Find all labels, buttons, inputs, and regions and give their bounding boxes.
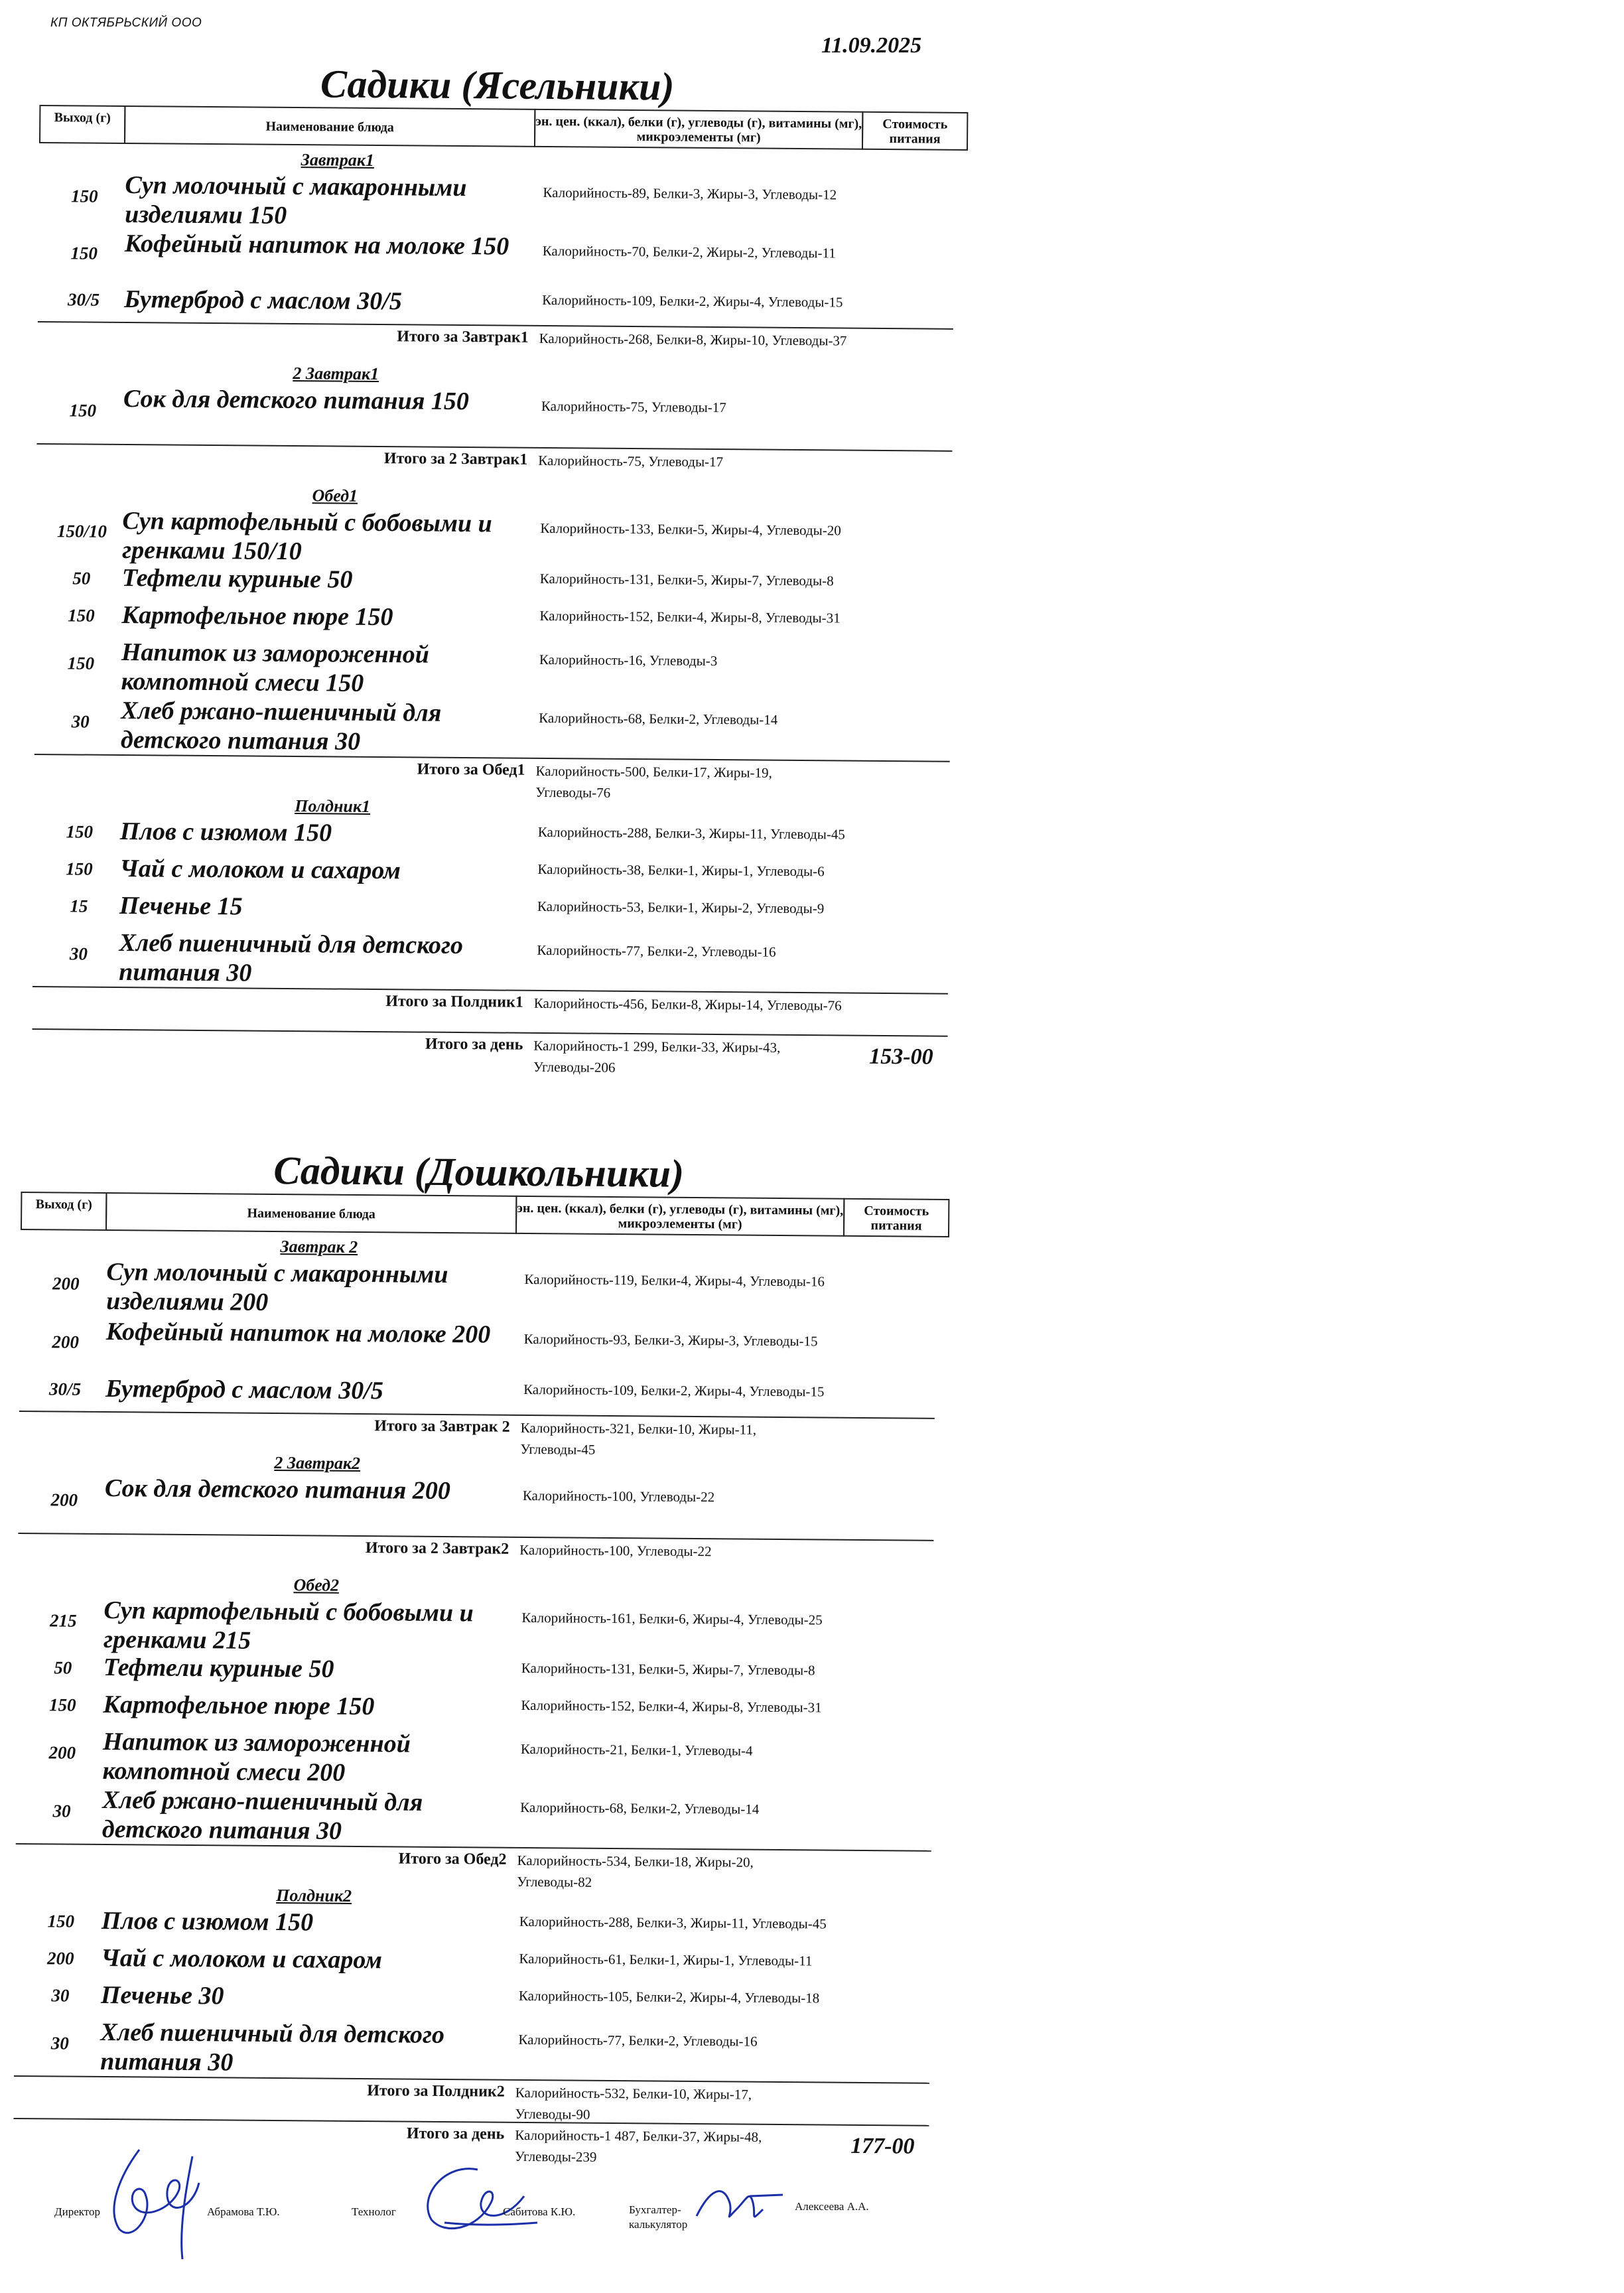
column-header-output: Выход (г) [21, 1192, 107, 1231]
technologist-role: Технолог [352, 2205, 396, 2218]
dish-output: 30 [50, 2033, 69, 2053]
dish-nutrition: Калорийность-93, Белки-3, Жиры-3, Углеводы-15 [523, 1330, 818, 1350]
meal-label: Завтрак 2 [280, 1237, 358, 1257]
dish-output: 200 [52, 1332, 80, 1352]
meal-subtotal-label: Итого за Обед2 [398, 1850, 507, 1868]
dish-nutrition: Калорийность-68, Белки-2, Углеводы-14 [520, 1799, 760, 1817]
dish-nutrition: Калорийность-119, Белки-4, Жиры-4, Углеводы-16 [524, 1271, 825, 1290]
director-name: Абрамова Т.Ю. [207, 2205, 280, 2218]
meal-subtotal-label: Итого за Полдник2 [367, 2082, 505, 2101]
meal-subtotal-nutrition: Калорийность-321, Белки-10, Жиры-11, Углеводы-45 [520, 1419, 757, 1458]
meal-label: Завтрак1 [301, 150, 375, 170]
column-header-nutrition: эн. цен. (ккал), белки (г), углеводы (г), витамины (мг), микроэлементы (мг) [534, 109, 863, 150]
section-preschool [13, 1145, 937, 2166]
dish-nutrition: Калорийность-16, Углеводы-3 [539, 651, 718, 669]
table-header [39, 105, 955, 153]
dish-name: Тефтели куриные 50 [121, 563, 353, 594]
dish-output: 150/10 [56, 521, 107, 541]
dish-name: Тефтели куриные 50 [103, 1653, 334, 1683]
table-header [21, 1192, 936, 1240]
organization-name: КП ОКТЯБРЬСКИЙ ООО [50, 16, 202, 30]
dish-nutrition: Калорийность-131, Белки-5, Жиры-7, Углеводы-8 [521, 1659, 815, 1679]
table-row [36, 506, 952, 570]
meal-subtotal-label: Итого за Завтрак 2 [374, 1417, 510, 1436]
dish-nutrition: Калорийность-161, Белки-6, Жиры-4, Углеводы-25 [521, 1609, 823, 1628]
dish-name: Сок для детского питания 200 [104, 1474, 450, 1505]
dish-output: 150 [66, 859, 93, 879]
dish-nutrition: Калорийность-68, Белки-2, Углеводы-14 [539, 709, 778, 728]
dish-output: 30 [71, 711, 90, 732]
meal-label: Полдник1 [295, 796, 371, 816]
dish-output: 200 [48, 1742, 76, 1763]
dish-nutrition: Калорийность-152, Белки-4, Жиры-8, Углеводы-31 [539, 607, 841, 626]
meal-subtotal-nutrition: Калорийность-268, Белки-8, Жиры-10, Углеводы-37 [539, 330, 847, 349]
dish-output: 150 [68, 605, 95, 626]
dish-output: 15 [70, 896, 88, 916]
meal-subtotal-row [18, 1533, 933, 1578]
meal-label: Обед1 [312, 486, 358, 506]
dish-name: Суп молочный с макаронными изделиями 200 [105, 1258, 448, 1316]
meal-label: Обед2 [293, 1575, 340, 1595]
day-total-nutrition: Калорийность-1 299, Белки-33, Жиры-43, Углеводы-206 [533, 1037, 781, 1076]
dish-name: Бутерброд с маслом 30/5 [105, 1375, 383, 1405]
section-title: Садики (Ясельники) [320, 62, 675, 109]
day-total-label: Итого за день [425, 1035, 523, 1054]
accountant-name: Алексеева А.А. [795, 2200, 869, 2213]
table-row [34, 695, 951, 761]
dish-nutrition: Калорийность-75, Углеводы-17 [541, 397, 726, 416]
table-row [20, 1257, 936, 1324]
table-row [16, 1726, 932, 1792]
day-total-nutrition: Калорийность-1 487, Белки-37, Жиры-48, Углеводы-239 [514, 2126, 762, 2165]
section-title: Садики (Дошкольники) [273, 1148, 685, 1196]
menu-date: 11.09.2025 [821, 33, 922, 58]
dish-output: 30 [51, 1985, 70, 2006]
dish-nutrition: Калорийность-38, Белки-1, Жиры-1, Углеводы-6 [537, 861, 825, 880]
dish-nutrition: Калорийность-70, Белки-2, Жиры-2, Углеводы-11 [542, 242, 836, 261]
meal-subtotal-label: Итого за 2 Завтрак1 [383, 450, 528, 468]
dish-output: 150 [66, 821, 94, 842]
dish-output: 50 [54, 1657, 72, 1678]
dish-name: Печенье 30 [100, 1980, 224, 2010]
dish-output: 30 [52, 1801, 71, 1821]
dish-name: Плов с изюмом 150 [119, 817, 332, 847]
dish-output: 30/5 [48, 1379, 82, 1399]
dish-name: Хлеб ржано-пшеничный для детского питания 30 [102, 1785, 423, 1845]
meal-subtotal-nutrition: Калорийность-100, Углеводы-22 [519, 1541, 712, 1560]
director-signature-mark [93, 2136, 226, 2262]
signatures-block [0, 2163, 1624, 2293]
dish-name: Хлеб ржано-пшеничный для детского питания 30 [120, 696, 442, 756]
column-header-nutrition: эн. цен. (ккал), белки (г), углеводы (г), витамины (мг), микроэлементы (мг) [515, 1196, 845, 1237]
dish-nutrition: Калорийность-21, Белки-1, Углеводы-4 [520, 1740, 753, 1759]
meal-subtotal-row [19, 1411, 934, 1456]
dish-name: Печенье 15 [119, 891, 243, 921]
meal-subtotal-row [33, 986, 948, 1032]
dish-name: Сок для детского питания 150 [123, 385, 470, 416]
dish-nutrition: Калорийность-53, Белки-1, Жиры-2, Углеводы-9 [537, 898, 825, 917]
dish-output: 200 [50, 1490, 78, 1510]
dish-name: Чай с молоком и сахаром [119, 854, 401, 885]
dish-nutrition: Калорийность-105, Белки-2, Жиры-4, Углеводы-18 [518, 1987, 820, 2006]
dish-name: Бутерброд с маслом 30/5 [123, 285, 402, 316]
dish-name: Картофельное пюре 150 [121, 600, 393, 632]
meal-subtotal-nutrition: Калорийность-532, Белки-10, Жиры-17, Углеводы-90 [515, 2084, 752, 2122]
dish-nutrition: Калорийность-152, Белки-4, Жиры-8, Углеводы-31 [521, 1697, 822, 1716]
dish-output: 215 [50, 1610, 77, 1631]
accountant-role: Бухгалтер-калькулятор [629, 2203, 688, 2231]
dish-nutrition: Калорийность-133, Белки-5, Жиры-4, Углеводы-20 [540, 520, 841, 539]
dish-nutrition: Калорийность-77, Белки-2, Углеводы-16 [518, 2031, 758, 2050]
dish-name: Напиток из замороженной компотной смеси 200 [102, 1727, 411, 1787]
table-row [36, 383, 953, 451]
meal-subtotal-label: Итого за Завтрак1 [397, 328, 529, 346]
dish-name: Плов с изюмом 150 [101, 1906, 314, 1937]
table-row [38, 228, 954, 291]
dish-nutrition: Калорийность-109, Белки-2, Жиры-4, Углеводы-15 [542, 291, 843, 311]
dish-nutrition: Калорийность-288, Белки-3, Жиры-11, Углеводы-45 [519, 1913, 827, 1932]
meal-subtotal-label: Итого за Обед1 [417, 760, 525, 779]
meal-subtotal-nutrition: Калорийность-456, Белки-8, Жиры-14, Углеводы-76 [533, 995, 842, 1014]
day-total-cost: 153-00 [869, 1044, 933, 1070]
dish-name: Суп картофельный с бобовыми и гренками 215 [103, 1596, 474, 1655]
dish-output: 200 [52, 1273, 80, 1294]
dish-output: 150 [49, 1695, 76, 1715]
technologist-signature-mark [405, 2156, 551, 2243]
dish-output: 200 [47, 1948, 74, 1969]
column-header-dish-name: Наименование блюда [105, 1192, 517, 1234]
dish-name: Суп молочный с макаронными изделиями 150 [124, 171, 467, 230]
dish-name: Напиток из замороженной компотной смеси 150 [121, 638, 430, 697]
meal-subtotal-nutrition: Калорийность-500, Белки-17, Жиры-19, Углеводы-76 [535, 762, 772, 801]
day-total-cost: 177-00 [850, 2133, 915, 2159]
dish-output: 150 [70, 243, 98, 263]
table-row [14, 2017, 930, 2083]
meal-subtotal-nutrition: Калорийность-75, Углеводы-17 [538, 452, 724, 470]
meal-label: Полдник2 [276, 1886, 352, 1906]
dish-name: Кофейный напиток на молоке 200 [105, 1318, 491, 1349]
dish-nutrition: Калорийность-61, Белки-1, Жиры-1, Углеводы-11 [519, 1950, 813, 1969]
meal-subtotal-label: Итого за Полдник1 [385, 993, 523, 1011]
column-header-output: Выход (г) [39, 105, 125, 144]
column-header-cost: Стоимость питания [862, 111, 968, 151]
table-row [38, 170, 955, 236]
table-row [18, 1473, 934, 1540]
dish-output: 150 [69, 400, 97, 421]
dish-nutrition: Калорийность-100, Углеводы-22 [522, 1487, 715, 1505]
column-header-dish-name: Наименование блюда [124, 105, 535, 147]
meal-subtotal-row [36, 443, 952, 489]
director-role: Директор [54, 2205, 100, 2218]
table-row [19, 1316, 935, 1381]
table-row [33, 928, 949, 993]
meal-subtotal-nutrition: Калорийность-534, Белки-18, Жиры-20, Углеводы-82 [517, 1852, 754, 1890]
dish-nutrition: Калорийность-89, Белки-3, Жиры-3, Углеводы-12 [543, 184, 837, 203]
meal-subtotal-row [34, 754, 949, 799]
accountant-signature-mark [683, 2176, 803, 2229]
dish-nutrition: Калорийность-77, Белки-2, Углеводы-16 [537, 941, 776, 960]
meal-subtotal-row [15, 1843, 931, 1889]
dish-output: 50 [72, 568, 91, 589]
dish-output: 150 [47, 1911, 75, 1931]
dish-output: 30 [69, 943, 88, 964]
column-header-cost: Стоимость питания [843, 1198, 949, 1237]
dish-name: Чай с молоком и сахаром [101, 1943, 383, 1975]
meal-subtotal-row [14, 2075, 929, 2121]
dish-name: Кофейный напиток на молоке 150 [124, 230, 509, 261]
section-nursery [32, 58, 955, 1077]
meal-label: 2 Завтрак2 [274, 1453, 361, 1474]
table-row [17, 1595, 933, 1659]
dish-nutrition: Калорийность-288, Белки-3, Жиры-11, Углеводы-45 [537, 823, 845, 843]
dish-name: Суп картофельный с бобовыми и гренками 150/10 [122, 507, 492, 566]
dish-nutrition: Калорийность-109, Белки-2, Жиры-4, Углеводы-15 [523, 1381, 825, 1400]
dish-output: 30/5 [68, 289, 100, 310]
meal-label: 2 Завтрак1 [293, 364, 379, 384]
dish-output: 150 [67, 653, 95, 673]
meal-subtotal-row [37, 321, 953, 367]
table-row [34, 637, 951, 703]
dish-name: Хлеб пшеничный для детского питания 30 [119, 928, 464, 987]
table-row [16, 1785, 932, 1850]
meal-subtotal-label: Итого за 2 Завтрак2 [365, 1539, 509, 1558]
dish-name: Картофельное пюре 150 [103, 1690, 375, 1721]
day-total-label: Итого за день [406, 2124, 505, 2143]
dish-output: 150 [71, 186, 98, 206]
dish-name: Хлеб пшеничный для детского питания 30 [100, 2018, 445, 2077]
technologist-name: Сабитова К.Ю. [503, 2205, 576, 2218]
day-total-row [32, 1028, 947, 1077]
dish-nutrition: Калорийность-131, Белки-5, Жиры-7, Углеводы-8 [539, 570, 834, 589]
